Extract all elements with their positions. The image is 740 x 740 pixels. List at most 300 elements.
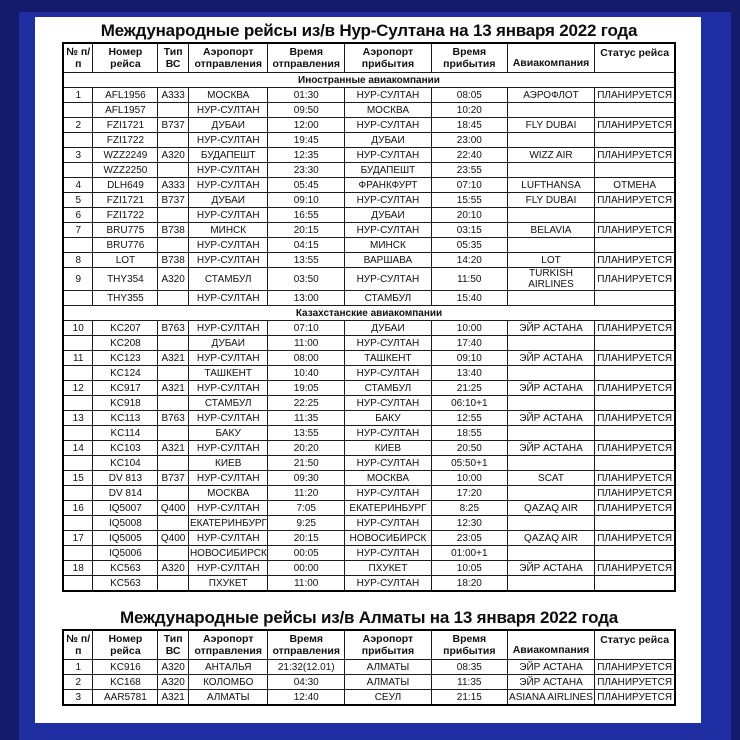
cell-arrival-time: 03:15 [431, 223, 507, 238]
cell-airline: LUFTHANSA [507, 178, 595, 193]
flight-row [63, 178, 675, 193]
cell-row-number: 1 [63, 88, 93, 103]
flights-table-nursultan [62, 42, 676, 592]
cell-aircraft-type: Q400 [158, 531, 189, 546]
cell-arrival-time: 15:55 [431, 193, 507, 208]
cell-arrival-airport: ДУБАИ [344, 321, 431, 336]
column-header: Аэропорт прибытия [344, 43, 431, 73]
cell-aircraft-type: B737 [158, 118, 189, 133]
cell-arrival-airport: НУР-СУЛТАН [344, 546, 431, 561]
cell-aircraft-type: A320 [158, 561, 189, 576]
cell-flight-status: ПЛАНИРУЕТСЯ [595, 501, 675, 516]
cell-row-number: 8 [63, 253, 93, 268]
cell-departure-time: 11:35 [268, 411, 345, 426]
cell-departure-time: 11:00 [268, 336, 345, 351]
cell-departure-time: 03:50 [268, 268, 345, 291]
cell-row-number [63, 238, 93, 253]
cell-departure-time: 08:00 [268, 351, 345, 366]
cell-departure-time: 19:45 [268, 133, 345, 148]
cell-departure-time: 23:30 [268, 163, 345, 178]
cell-departure-airport: МОСКВА [188, 88, 268, 103]
cell-departure-time: 20:20 [268, 441, 345, 456]
cell-airline: ASIANA AIRLINES [507, 690, 595, 706]
cell-departure-airport: НУР-СУЛТАН [188, 291, 268, 306]
cell-flight-status: ПЛАНИРУЕТСЯ [595, 118, 675, 133]
cell-arrival-time: 18:55 [431, 426, 507, 441]
cell-departure-time: 00:05 [268, 546, 345, 561]
nursultan-table-body [63, 73, 675, 592]
almaty-table-body [63, 660, 675, 706]
cell-airline: ЭЙР АСТАНА [507, 660, 595, 675]
cell-flight-status [595, 238, 675, 253]
almaty-schedule-section [62, 608, 676, 706]
column-header: Время отправления [268, 630, 345, 660]
cell-arrival-airport: НУР-СУЛТАН [344, 396, 431, 411]
cell-flight-status: ПЛАНИРУЕТСЯ [595, 148, 675, 163]
flight-row [63, 351, 675, 366]
cell-row-number [63, 133, 93, 148]
cell-flight-status: ПЛАНИРУЕТСЯ [595, 381, 675, 396]
cell-arrival-airport: НУР-СУЛТАН [344, 336, 431, 351]
cell-departure-airport: ТАШКЕНТ [188, 366, 268, 381]
cell-airline [507, 103, 595, 118]
cell-row-number [63, 163, 93, 178]
cell-departure-airport: СТАМБУЛ [188, 268, 268, 291]
cell-aircraft-type: A320 [158, 148, 189, 163]
cell-flight-number: KC563 [93, 561, 158, 576]
almaty-table-header [63, 630, 675, 660]
cell-flight-status: ПЛАНИРУЕТСЯ [595, 223, 675, 238]
cell-flight-status: ПЛАНИРУЕТСЯ [595, 690, 675, 706]
flight-row [63, 456, 675, 471]
cell-arrival-airport: АЛМАТЫ [344, 675, 431, 690]
flight-row [63, 193, 675, 208]
cell-flight-status: ПЛАНИРУЕТСЯ [595, 351, 675, 366]
cell-arrival-time: 14:20 [431, 253, 507, 268]
cell-flight-number: KC207 [93, 321, 158, 336]
cell-arrival-airport: НУР-СУЛТАН [344, 118, 431, 133]
cell-airline [507, 516, 595, 531]
cell-arrival-airport: ПХУКЕТ [344, 561, 431, 576]
cell-arrival-airport: НУР-СУЛТАН [344, 88, 431, 103]
column-header: Номер рейса [93, 43, 158, 73]
cell-aircraft-type: B763 [158, 411, 189, 426]
cell-aircraft-type: A320 [158, 660, 189, 675]
cell-row-number: 14 [63, 441, 93, 456]
cell-arrival-time: 10:00 [431, 471, 507, 486]
cell-arrival-time: 10:05 [431, 561, 507, 576]
flight-row [63, 675, 675, 690]
cell-flight-number: KC208 [93, 336, 158, 351]
cell-row-number [63, 576, 93, 592]
cell-departure-airport: НУР-СУЛТАН [188, 178, 268, 193]
cell-airline [507, 426, 595, 441]
cell-flight-number: IQ5006 [93, 546, 158, 561]
cell-departure-airport: ДУБАИ [188, 118, 268, 133]
cell-aircraft-type [158, 576, 189, 592]
cell-departure-time: 21:50 [268, 456, 345, 471]
cell-flight-number: WZZ2250 [93, 163, 158, 178]
cell-flight-number: THY355 [93, 291, 158, 306]
cell-aircraft-type [158, 396, 189, 411]
cell-departure-airport: АНТАЛЬЯ [188, 660, 268, 675]
cell-flight-status [595, 516, 675, 531]
cell-aircraft-type [158, 103, 189, 118]
cell-arrival-airport: ФРАНКФУРТ [344, 178, 431, 193]
cell-flight-number: FZI1721 [93, 118, 158, 133]
column-header: № п/п [63, 630, 93, 660]
cell-airline [507, 291, 595, 306]
cell-flight-number: KC114 [93, 426, 158, 441]
column-header: Статус рейса [595, 630, 675, 660]
cell-arrival-time: 20:10 [431, 208, 507, 223]
flight-row [63, 546, 675, 561]
column-header: Аэропорт отправления [188, 43, 268, 73]
cell-arrival-airport: НУР-СУЛТАН [344, 366, 431, 381]
cell-departure-airport: НОВОСИБИРСК [189, 547, 267, 559]
column-header: Статус рейса [595, 43, 675, 73]
cell-departure-time: 13:00 [268, 291, 345, 306]
cell-departure-time: 12:00 [268, 118, 345, 133]
cell-flight-number: KC917 [93, 381, 158, 396]
cell-flight-number: AFL1956 [93, 88, 158, 103]
cell-departure-airport: НУР-СУЛТАН [188, 531, 268, 546]
cell-arrival-airport: ЕКАТЕРИНБУРГ [344, 501, 431, 516]
flight-row [63, 486, 675, 501]
cell-departure-time: 21:32(12.01) [268, 660, 345, 675]
cell-airline [507, 546, 595, 561]
cell-row-number [63, 291, 93, 306]
flight-row [63, 103, 675, 118]
cell-aircraft-type [158, 486, 189, 501]
cell-flight-status: ПЛАНИРУЕТСЯ [595, 193, 675, 208]
cell-flight-status: ПЛАНИРУЕТСЯ [595, 675, 675, 690]
cell-departure-airport: ДУБАИ [188, 193, 268, 208]
cell-flight-status [595, 546, 675, 561]
cell-row-number: 9 [63, 268, 93, 291]
cell-arrival-time: 22:40 [431, 148, 507, 163]
column-header: Номер рейса [93, 630, 158, 660]
flight-row [63, 163, 675, 178]
cell-arrival-time: 17:40 [431, 336, 507, 351]
cell-departure-airport: НУР-СУЛТАН [188, 133, 268, 148]
cell-airline [507, 133, 595, 148]
cell-airline [507, 336, 595, 351]
cell-aircraft-type: B738 [158, 253, 189, 268]
cell-arrival-time: 23:55 [431, 163, 507, 178]
cell-airline: BELAVIA [507, 223, 595, 238]
flight-row [63, 411, 675, 426]
cell-departure-time: 01:30 [268, 88, 345, 103]
cell-flight-number: KC113 [93, 411, 158, 426]
cell-aircraft-type: A320 [158, 268, 189, 291]
cell-airline: ЭЙР АСТАНА [507, 411, 595, 426]
column-header: Время прибытия [431, 630, 507, 660]
cell-flight-status [595, 208, 675, 223]
cell-departure-time: 04:15 [268, 238, 345, 253]
flight-row [63, 441, 675, 456]
cell-flight-status [595, 426, 675, 441]
cell-aircraft-type [158, 208, 189, 223]
cell-flight-number: WZZ2249 [93, 148, 158, 163]
cell-departure-airport: КОЛОМБО [188, 675, 268, 690]
cell-airline: ЭЙР АСТАНА [507, 561, 595, 576]
cell-aircraft-type: B738 [158, 223, 189, 238]
cell-airline [507, 163, 595, 178]
cell-departure-time: 10:40 [268, 366, 345, 381]
cell-flight-number: IQ5005 [93, 531, 158, 546]
cell-aircraft-type: A321 [158, 690, 189, 706]
nursultan-schedule-section [62, 21, 676, 592]
cell-aircraft-type [158, 133, 189, 148]
cell-flight-status [595, 133, 675, 148]
cell-arrival-time: 10:20 [431, 103, 507, 118]
cell-flight-number: FZI1722 [93, 133, 158, 148]
cell-flight-status: ОТМЕНА [595, 178, 675, 193]
cell-departure-airport: НУР-СУЛТАН [188, 471, 268, 486]
cell-flight-number: IQ5008 [93, 516, 158, 531]
cell-airline: QAZAQ AIR [507, 531, 595, 546]
section-label: Иностранные авиакомпании [63, 73, 675, 88]
cell-flight-number: LOT [93, 253, 158, 268]
cell-aircraft-type: B737 [158, 193, 189, 208]
content-panel [35, 17, 701, 723]
cell-departure-time: 07:10 [268, 321, 345, 336]
cell-arrival-airport: НУР-СУЛТАН [344, 456, 431, 471]
cell-arrival-time: 01:00+1 [431, 546, 507, 561]
cell-flight-number: FZI1722 [93, 208, 158, 223]
section-header-row [63, 306, 675, 321]
cell-arrival-time: 21:25 [431, 381, 507, 396]
cell-arrival-airport: СТАМБУЛ [344, 291, 431, 306]
cell-arrival-airport: СЕУЛ [344, 690, 431, 706]
cell-flight-number: FZI1721 [93, 193, 158, 208]
cell-flight-number: KC123 [93, 351, 158, 366]
cell-aircraft-type: B737 [158, 471, 189, 486]
cell-arrival-time: 21:15 [431, 690, 507, 706]
cell-departure-time: 11:00 [268, 576, 345, 592]
cell-airline: WIZZ AIR [507, 148, 595, 163]
column-header: Авиакомпания [507, 630, 595, 660]
cell-arrival-time: 13:40 [431, 366, 507, 381]
column-header: Тип ВС [158, 43, 189, 73]
cell-departure-airport: НУР-СУЛТАН [188, 238, 268, 253]
cell-departure-airport: НУР-СУЛТАН [188, 321, 268, 336]
section-label: Казахстанские авиакомпании [63, 306, 675, 321]
cell-aircraft-type [158, 366, 189, 381]
cell-departure-airport: НУР-СУЛТАН [188, 351, 268, 366]
cell-aircraft-type [158, 426, 189, 441]
flight-row [63, 381, 675, 396]
cell-departure-time: 19:05 [268, 381, 345, 396]
cell-arrival-time: 8:25 [431, 501, 507, 516]
cell-flight-number: BRU775 [93, 223, 158, 238]
cell-arrival-airport: НУР-СУЛТАН [344, 486, 431, 501]
cell-row-number: 11 [63, 351, 93, 366]
column-header: Время отправления [268, 43, 345, 73]
cell-departure-time: 22:25 [268, 396, 345, 411]
cell-arrival-time: 23:00 [431, 133, 507, 148]
cell-flight-number: IQ5007 [93, 501, 158, 516]
cell-flight-number: KC124 [93, 366, 158, 381]
cell-arrival-airport: НУР-СУЛТАН [344, 516, 431, 531]
cell-arrival-airport: НОВОСИБИРСК [344, 531, 431, 546]
flight-row [63, 88, 675, 103]
cell-airline: FLY DUBAI [507, 193, 595, 208]
cell-arrival-airport: ВАРШАВА [344, 253, 431, 268]
cell-airline: ЭЙР АСТАНА [507, 381, 595, 396]
cell-flight-status: ПЛАНИРУЕТСЯ [595, 531, 675, 546]
cell-arrival-time: 17:20 [431, 486, 507, 501]
cell-row-number: 3 [63, 690, 93, 706]
cell-arrival-time: 11:50 [431, 268, 507, 291]
cell-flight-number: KC916 [93, 660, 158, 675]
cell-arrival-airport: НУР-СУЛТАН [344, 148, 431, 163]
cell-row-number: 2 [63, 118, 93, 133]
cell-aircraft-type [158, 546, 189, 561]
cell-departure-time: 12:40 [268, 690, 345, 706]
cell-departure-airport: БАКУ [188, 426, 268, 441]
cell-aircraft-type [158, 291, 189, 306]
cell-arrival-time: 18:20 [431, 576, 507, 592]
cell-arrival-time: 09:10 [431, 351, 507, 366]
cell-airline [507, 396, 595, 411]
cell-airline: ЭЙР АСТАНА [507, 675, 595, 690]
nursultan-table-header [63, 43, 675, 73]
cell-departure-time: 20:15 [268, 223, 345, 238]
cell-departure-airport: ПХУКЕТ [188, 576, 268, 592]
cell-departure-airport: АЛМАТЫ [188, 690, 268, 706]
cell-flight-number: AAR5781 [93, 690, 158, 706]
flight-row [63, 291, 675, 306]
flights-table-almaty [62, 629, 676, 706]
cell-departure-airport: ДУБАИ [188, 336, 268, 351]
cell-row-number: 5 [63, 193, 93, 208]
cell-arrival-time: 11:35 [431, 675, 507, 690]
cell-airline: LOT [507, 253, 595, 268]
header-row [63, 630, 675, 660]
cell-arrival-time: 06:10+1 [431, 396, 507, 411]
cell-aircraft-type: B763 [158, 321, 189, 336]
cell-airline: FLY DUBAI [507, 118, 595, 133]
cell-row-number [63, 516, 93, 531]
cell-departure-airport: КИЕВ [188, 456, 268, 471]
cell-row-number: 16 [63, 501, 93, 516]
cell-departure-airport: НУР-СУЛТАН [188, 208, 268, 223]
cell-departure-airport: МОСКВА [188, 486, 268, 501]
cell-flight-status: ПЛАНИРУЕТСЯ [595, 321, 675, 336]
cell-airline [507, 456, 595, 471]
cell-flight-number: AFL1957 [93, 103, 158, 118]
cell-arrival-airport: БАКУ [344, 411, 431, 426]
cell-arrival-airport: СТАМБУЛ [344, 381, 431, 396]
flight-row [63, 208, 675, 223]
cell-departure-airport: НУР-СУЛТАН [188, 501, 268, 516]
flight-row [63, 690, 675, 706]
cell-arrival-time: 07:10 [431, 178, 507, 193]
cell-flight-status: ПЛАНИРУЕТСЯ [595, 88, 675, 103]
cell-row-number: 10 [63, 321, 93, 336]
cell-departure-airport: НУР-СУЛТАН [188, 441, 268, 456]
cell-row-number [63, 336, 93, 351]
cell-departure-airport: НУР-СУЛТАН [188, 381, 268, 396]
cell-row-number [63, 546, 93, 561]
flight-row [63, 133, 675, 148]
flight-row [63, 471, 675, 486]
cell-airline: SCAT [507, 471, 595, 486]
cell-flight-status: ПЛАНИРУЕТСЯ [595, 441, 675, 456]
cell-row-number [63, 396, 93, 411]
cell-arrival-time: 15:40 [431, 291, 507, 306]
cell-departure-airport: НУР-СУЛТАН [188, 163, 268, 178]
cell-airline [507, 486, 595, 501]
cell-airline [507, 366, 595, 381]
cell-row-number: 4 [63, 178, 93, 193]
cell-arrival-time: 05:50+1 [431, 456, 507, 471]
cell-arrival-airport: ДУБАИ [344, 208, 431, 223]
cell-row-number: 2 [63, 675, 93, 690]
cell-aircraft-type: A321 [158, 381, 189, 396]
cell-flight-status: ПЛАНИРУЕТСЯ [595, 411, 675, 426]
cell-aircraft-type: A321 [158, 351, 189, 366]
cell-flight-status [595, 336, 675, 351]
cell-aircraft-type: A333 [158, 88, 189, 103]
cell-departure-time: 09:50 [268, 103, 345, 118]
cell-airline: ЭЙР АСТАНА [507, 441, 595, 456]
cell-flight-status [595, 396, 675, 411]
cell-departure-time: 04:30 [268, 675, 345, 690]
header-row [63, 43, 675, 73]
column-header: Аэропорт прибытия [344, 630, 431, 660]
cell-departure-airport: БУДАПЕШТ [188, 148, 268, 163]
cell-airline [507, 576, 595, 592]
cell-departure-time: 09:30 [268, 471, 345, 486]
flight-row [63, 118, 675, 133]
column-header: Авиакомпания [507, 43, 595, 73]
cell-arrival-airport: НУР-СУЛТАН [344, 223, 431, 238]
cell-row-number [63, 103, 93, 118]
cell-airline: TURKISH AIRLINES [507, 268, 595, 291]
cell-airline [507, 208, 595, 223]
cell-departure-airport: НУР-СУЛТАН [188, 561, 268, 576]
flight-row [63, 561, 675, 576]
cell-flight-number: KC104 [93, 456, 158, 471]
cell-aircraft-type [158, 163, 189, 178]
cell-airline [507, 238, 595, 253]
cell-flight-status [595, 291, 675, 306]
cell-arrival-airport: НУР-СУЛТАН [344, 426, 431, 441]
cell-row-number: 15 [63, 471, 93, 486]
cell-flight-number: KC563 [93, 576, 158, 592]
flight-row [63, 336, 675, 351]
cell-aircraft-type [158, 238, 189, 253]
cell-departure-time: 09:10 [268, 193, 345, 208]
cell-aircraft-type [158, 516, 189, 531]
cell-arrival-time: 18:45 [431, 118, 507, 133]
nursultan-table-title: Международные рейсы из/в Нур-Султана на 13 января 2022 года [100, 21, 638, 40]
flight-row [63, 253, 675, 268]
flight-row [63, 148, 675, 163]
cell-arrival-time: 10:00 [431, 321, 507, 336]
flight-row [63, 576, 675, 592]
flight-row [63, 268, 675, 291]
cell-departure-time: 13:55 [268, 253, 345, 268]
cell-flight-status [595, 103, 675, 118]
cell-row-number: 3 [63, 148, 93, 163]
cell-arrival-time: 12:30 [431, 516, 507, 531]
flight-row [63, 396, 675, 411]
cell-aircraft-type [158, 456, 189, 471]
